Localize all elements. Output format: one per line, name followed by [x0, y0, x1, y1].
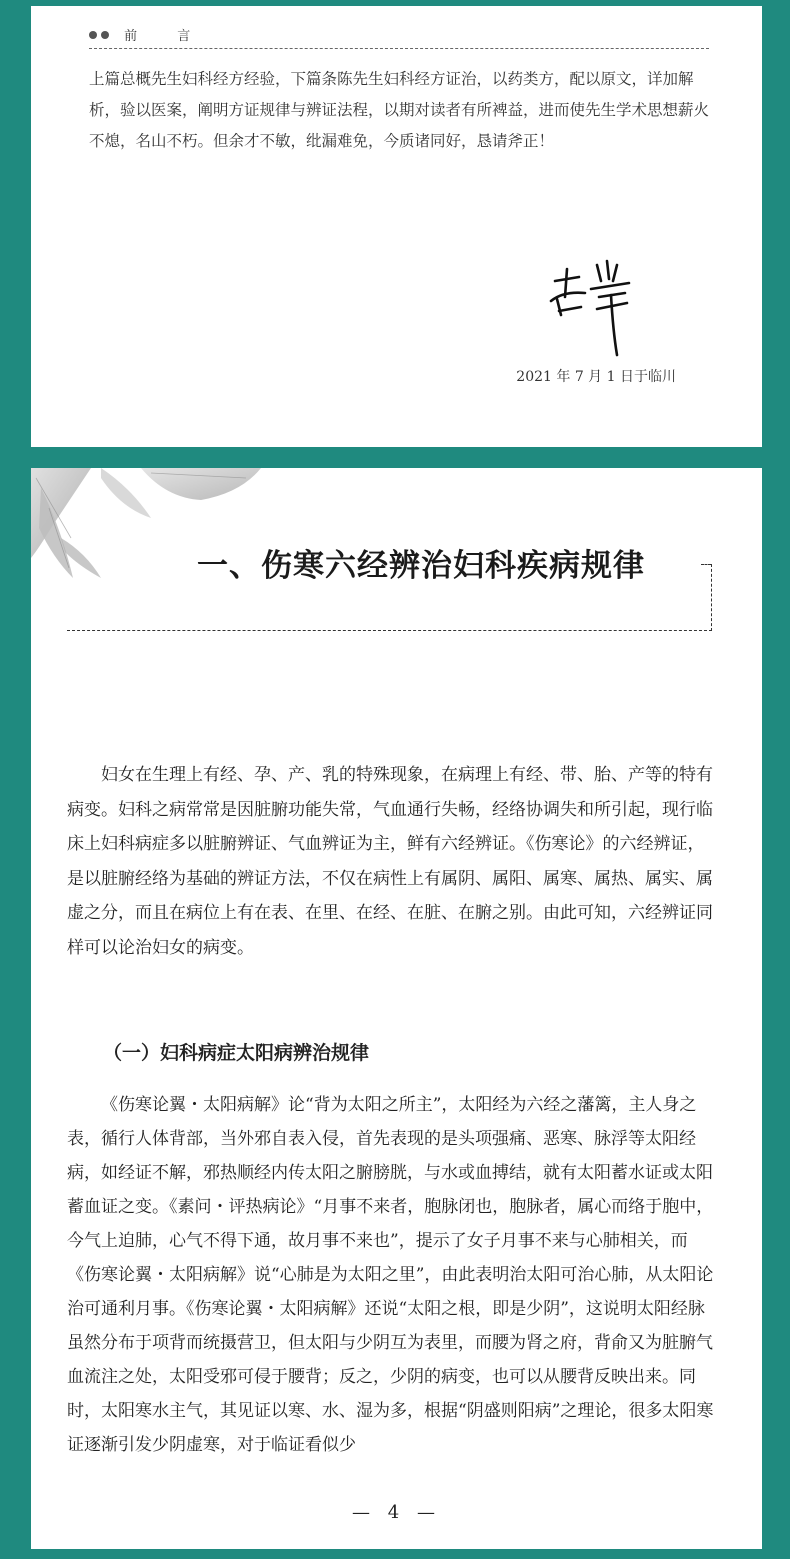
bullet-dot-icon: [89, 31, 97, 39]
handwritten-signature: [541, 251, 661, 361]
title-frame-corner: [701, 564, 711, 565]
intro-paragraph: 妇女在生理上有经、孕、产、乳的特殊现象，在病理上有经、带、胎、产等的特有病变。妇科之病常常是因脏腑功能失常，气血通行失畅，经络协调失和所引起，现行临床上妇科病症多以脏腑辨证、气血辨证为主，鲜有六经辨证。《伤寒论》的六经辨证，是以脏腑经络为基础的辨证方法，不仅在病性上有属阴、属阳、属寒、属热、属实、属虚之分，而且在病位上有在表、在里、在经、在脏、在腑之别。由此可知，六经辨证同样可以论治妇女的病变。: [67, 765, 713, 958]
section-heading: （一）妇科病症太阳病辨治规律: [103, 1042, 370, 1064]
date-line: 2021 年 7 月 1 日于临川: [516, 369, 676, 385]
preface-body: 上篇总概先生妇科经方经验，下篇条陈先生妇科经方证治，以药类方，配以原文，详加解析，验以医案，阐明方证规律与辨证法程，以期对读者有所裨益，进而使先生学术思想薪火不熄，名山不朽。但余才不敏，纰漏难免，今质诸同好，恳请斧正！: [89, 70, 710, 150]
running-header: [89, 24, 709, 49]
preface-page: [31, 6, 762, 447]
page-number: — 4 —: [352, 1502, 441, 1523]
section-paragraph: 《伤寒论翼・太阳病解》论“背为太阳之所主”，太阳经为六经之藩篱，主人身之表，循行人体背部，当外邪自表入侵，首先表现的是头项强痛、恶寒、脉浮等太阳经病，如经证不解，邪热顺经内传太阳之腑膀胱，与水或血搏结，就有太阳蓄水证或太阳蓄血证之变。《素问・评热病论》“月事不来者，胞脉闭也，胞脉者，属心而络于胞中，今气上迫肺，心气不得下通，故月事不来也”，提示了女子月事不来与心肺相关，而《伤寒论翼・太阳病解》说“心肺是为太阳之里”，由此表明治太阳可治心肺，从太阳论治可通利月事。《伤寒论翼・太阳病解》还说“太阳之根，即是少阴”，这说明太阳经脉虽然分布于项背而统摄营卫，但太阳与少阴互为表里，而腰为肾之府，背俞又为脏腑气血流注之处，太阳受邪可侵于腰背；反之，少阴的病变，也可以从腰背反映出来。同时，太阳寒水主气，其见证以寒、水、湿为多，根据“阴盛则阳病”之理论，很多太阳寒证逐渐引发少阴虚寒，对于临证看似少: [67, 1095, 714, 1455]
header-label: 前 言: [124, 29, 209, 44]
chapter-page: [31, 468, 762, 1549]
bullet-dot-icon: [101, 31, 109, 39]
chapter-title: 一、伤寒六经辨治妇科疾病规律: [197, 548, 645, 584]
